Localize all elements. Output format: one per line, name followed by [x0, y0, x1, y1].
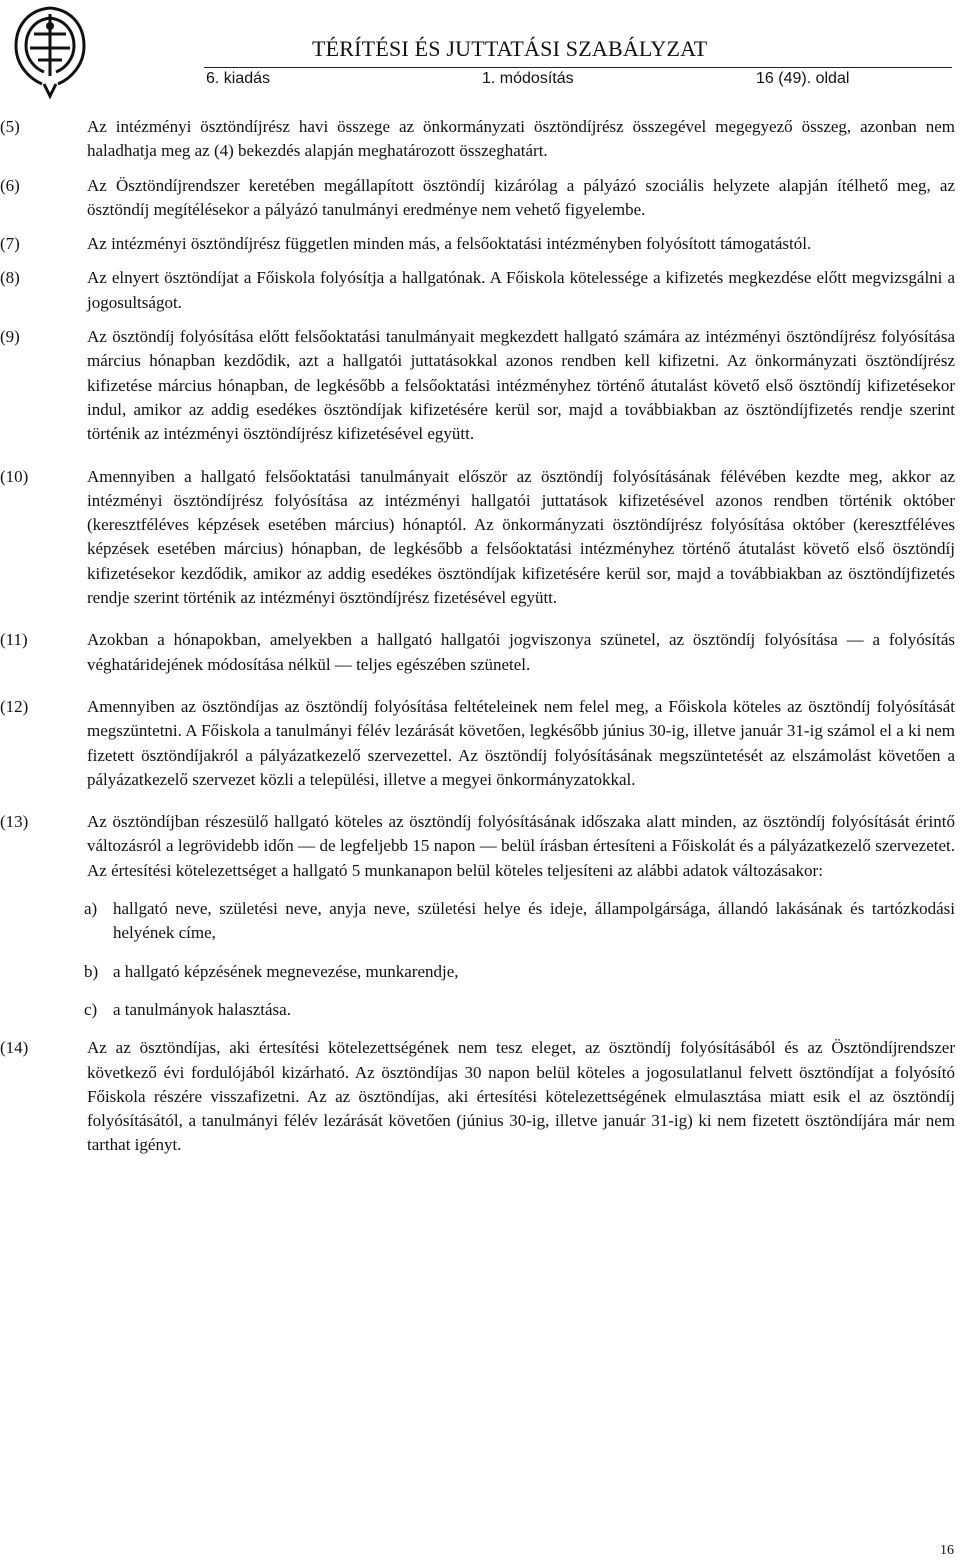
institution-logo — [8, 4, 92, 100]
paragraph-text: Az intézményi ösztöndíjrész független minden más, a felsőoktatási intézményben folyósított támogatástól. — [87, 234, 812, 254]
paragraph-number: (11) — [0, 630, 28, 650]
paragraph-number: (12) — [0, 696, 29, 716]
amendment-label: 1. módosítás — [482, 70, 574, 87]
paragraph-text: Az Ösztöndíjrendszer keretében megállapított ösztöndíj kizárólag a pályázó szociális helyzete alapján ítélhető meg, az ösztöndíj megítélésekor a pályázó tanulmányi eredménye nem vehető figyelembe. — [87, 175, 955, 219]
paragraph-text: Az intézményi ösztöndíjrész havi összege az önkormányzati ösztöndíjrész összegével megegyező összeg, azonban nem haladhatja meg az (4) bekezdés alapján meghatározott összeghatárt. — [87, 117, 955, 161]
list-item-text: a tanulmányok halasztása. — [113, 999, 291, 1019]
paragraph-13 — [0, 810, 955, 883]
list-item-letter: a) — [84, 899, 98, 919]
paragraph-14 — [0, 1036, 955, 1157]
paragraph-number: (14) — [0, 1038, 29, 1058]
paragraph-text: Amennyiben a hallgató felsőoktatási tanulmányait először az ösztöndíj folyósításának félévében kezdte meg, akkor az intézményi ösztöndíjrész folyósítása az intézményi hallgatói juttatások kifizetésével azonos rendben történik október (keresztféléves képzések esetében március) hónaptól. Az önkormányzati ösztöndíjrész folyósítása október (keresztféléves képzések esetében március) hónapban, de legkésőbb a felsőoktatási intézményhez történő átutalást követő első ösztöndíj kifizetésekor kezdődik, amikor az addig esedékes ösztöndíjak kifizetésére kerül sor, majd a továbbiakban az ösztöndíjfizetés rendje szerint történik az intézményi ösztöndíjrész fizetésével együtt. — [87, 466, 955, 608]
paragraph-number: (8) — [0, 268, 20, 288]
document-body — [0, 115, 955, 1168]
list-item — [0, 960, 955, 984]
list-item — [0, 897, 955, 946]
change-list — [0, 897, 955, 1022]
paragraph-8 — [0, 266, 955, 315]
list-item-text: hallgató neve, születési neve, anyja neve, születési helye és ideje, állampolgársága, állandó lakásának és tartózkodási helyének címe, — [113, 899, 955, 943]
paragraph-text: Az az ösztöndíjas, aki értesítési kötelezettségének nem tesz eleget, az ösztöndíj folyósításából és az Ösztöndíjrendszer következő évi fordulójából kizárható. Az ösztöndíjas 30 napon belül köteles a jogosulatlanul felvett ösztöndíjat a folyósító Főiskola részére visszafizetni. Az az ösztöndíjas, aki értesítési kötelezettségének elmulasztása miatt esik el az ösztöndíj folyósításától, a tanulmányi félév lezárását követően (június 30-ig, illetve január 31-ig) ki nem fizetett ösztöndíjára már nem tarthat igényt. — [87, 1038, 955, 1155]
paragraph-9 — [0, 325, 955, 446]
paragraph-text: Az ösztöndíjban részesülő hallgató köteles az ösztöndíj folyósításának időszaka alatt minden, az ösztöndíj folyósítását érintő változásról a legrövidebb időn — de legfeljebb 15 napon — belül írásban értesíteni a Főiskolát és a pályázatkezelő szervezetet. Az értesítési kötelezettséget a hallgató 5 munkanapon belül köteles teljesíteni az alábbi adatok változásakor: — [87, 812, 955, 880]
page-reference: 16 (49). oldal — [756, 70, 850, 87]
header-meta — [206, 70, 950, 92]
paragraph-number: (6) — [0, 175, 20, 195]
paragraph-6 — [0, 174, 955, 223]
list-item-letter: c) — [84, 999, 98, 1019]
list-item-letter: b) — [84, 961, 99, 981]
edition-label: 6. kiadás — [206, 70, 271, 87]
paragraph-number: (9) — [0, 327, 20, 347]
paragraph-text: Azokban a hónapokban, amelyekben a hallgató hallgatói jogviszonya szünetel, az ösztöndíj folyósítása — a folyósítás véghatáridejének módosítása nélkül — teljes egészében szünetel. — [87, 630, 955, 674]
list-item-text: a hallgató képzésének megnevezése, munkarendje, — [113, 961, 459, 981]
paragraph-10 — [0, 465, 955, 611]
paragraph-7 — [0, 232, 955, 256]
list-item — [0, 998, 955, 1022]
paragraph-text: Az elnyert ösztöndíjat a Főiskola folyósítja a hallgatónak. A Főiskola kötelessége a kifizetés megkezdése előtt megvizsgálni a jogosultságot. — [87, 268, 955, 312]
paragraph-text: Az ösztöndíj folyósítása előtt felsőoktatási tanulmányait megkezdett hallgató számára az intézményi ösztöndíjrész folyósítása március hónapban kezdődik, azt a hallgatói juttatásokkal azonos rendben kell kifizetni. Az önkormányzati ösztöndíjrész kifizetése március hónapban, de legkésőbb a felsőoktatási intézményhez történő átutalást követő első ösztöndíj kifizetésekor indul, amikor az addig esedékes ösztöndíjak kifizetésére kerül sor, majd a továbbiakban az ösztöndíjfizetés rendje szerint történik az intézményi ösztöndíjrész kifizetésével együtt. — [87, 327, 955, 444]
paragraph-number: (13) — [0, 812, 29, 832]
header-divider — [204, 67, 952, 68]
page-number: 16 — [940, 1543, 954, 1558]
paragraph-number: (5) — [0, 117, 20, 136]
paragraph-12 — [0, 695, 955, 792]
document-title: TÉRÍTÉSI ÉS JUTTATÁSI SZABÁLYZAT — [312, 36, 708, 61]
paragraph-number: (10) — [0, 466, 29, 486]
paragraph-text: Amennyiben az ösztöndíjas az ösztöndíj folyósítása feltételeinek nem felel meg, a Főiskola köteles az ösztöndíj folyósítását megszüntetni. A Főiskola a tanulmányi félév lezárását követően, legkésőbb június 30-ig, illetve január 31-ig számol el a ki nem fizetett ösztöndíjakról a pályázatkezelő szervezettel. Az ösztöndíj folyósításának megszüntetését az elszámolást követően a pályázatkezelő szervezet közli a települési, illetve a megyei önkormányzatokkal. — [87, 696, 955, 789]
paragraph-number: (7) — [0, 234, 20, 254]
paragraph-5 — [0, 115, 955, 164]
paragraph-11 — [0, 628, 955, 677]
